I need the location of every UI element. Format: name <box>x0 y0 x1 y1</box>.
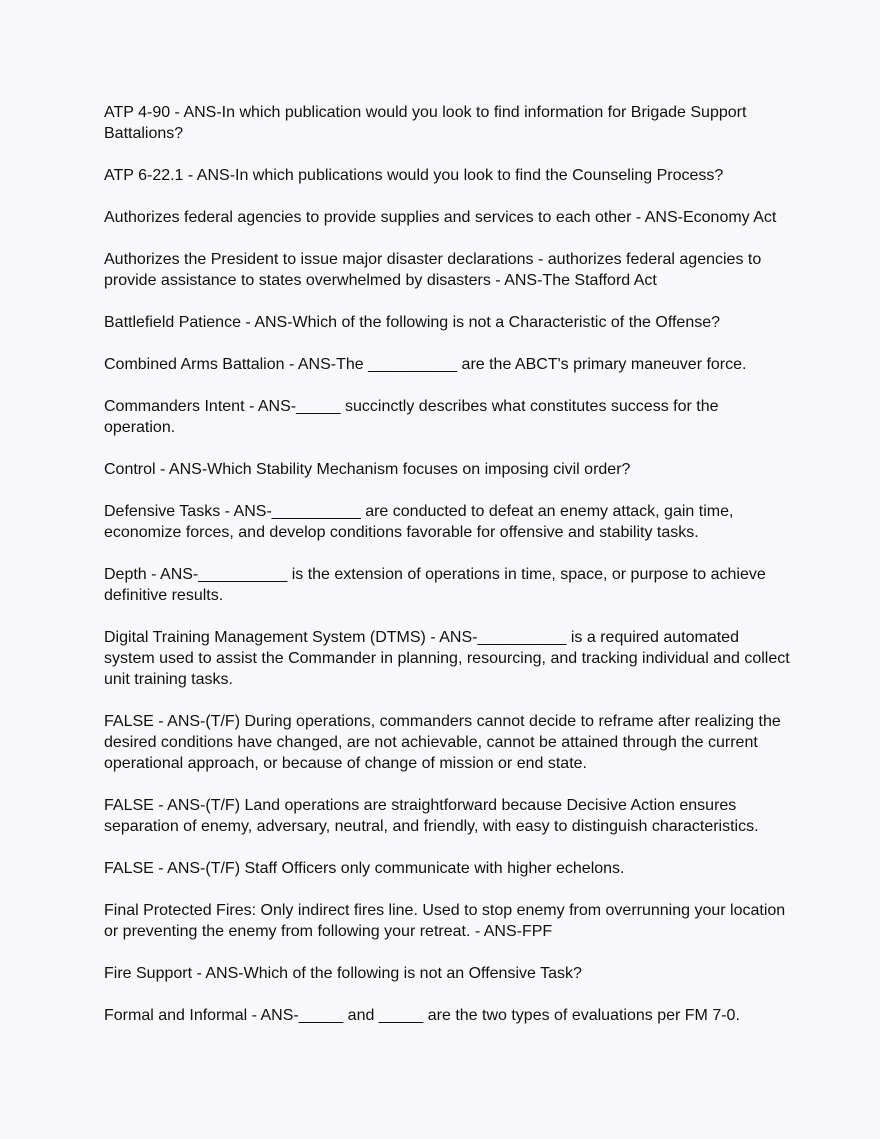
qa-entry: Authorizes the President to issue major disaster declarations - authorizes federal agencies to provide assistance to states overwhelmed by disasters - ANS-The Stafford Act <box>104 251 762 289</box>
qa-entry: Digital Training Management System (DTMS) - ANS-__________ is a required automated system used to assist the Commander in planning, resourcing, and tracking individual and collect unit training tasks. <box>104 629 790 688</box>
qa-entry: Formal and Informal - ANS-_____ and _____ are the two types of evaluations per FM 7-0. <box>104 1007 740 1024</box>
qa-entry: Control - ANS-Which Stability Mechanism focuses on imposing civil order? <box>104 461 631 478</box>
qa-entry: Authorizes federal agencies to provide supplies and services to each other - ANS-Economy Act <box>104 209 777 226</box>
qa-entry: Defensive Tasks - ANS-__________ are conducted to defeat an enemy attack, gain time, economize forces, and develop conditions favorable for offensive and stability tasks. <box>104 503 734 541</box>
qa-entry: FALSE - ANS-(T/F) During operations, commanders cannot decide to reframe after realizing the desired conditions have changed, are not achievable, cannot be attained through the current operational approach, or because of change of mission or end state. <box>104 713 781 772</box>
qa-entry: Battlefield Patience - ANS-Which of the following is not a Characteristic of the Offense? <box>104 314 721 331</box>
qa-entry: ATP 4-90 - ANS-In which publication would you look to find information for Brigade Support Battalions? <box>104 104 747 142</box>
qa-entry: Commanders Intent - ANS-_____ succinctly describes what constitutes success for the operation. <box>104 398 719 436</box>
qa-entry: Fire Support - ANS-Which of the following is not an Offensive Task? <box>104 965 582 982</box>
document-page <box>104 102 794 1047</box>
qa-entry: Combined Arms Battalion - ANS-The __________ are the ABCT's primary maneuver force. <box>104 356 747 373</box>
qa-entry: FALSE - ANS-(T/F) Land operations are straightforward because Decisive Action ensures separation of enemy, adversary, neutral, and friendly, with easy to distinguish characteristics. <box>104 797 759 835</box>
qa-entry: FALSE - ANS-(T/F) Staff Officers only communicate with higher echelons. <box>104 860 625 877</box>
qa-entry: Final Protected Fires: Only indirect fires line. Used to stop enemy from overrunning your location or preventing the enemy from following your retreat. - ANS-FPF <box>104 902 786 940</box>
qa-entry: ATP 6-22.1 - ANS-In which publications would you look to find the Counseling Process? <box>104 167 724 184</box>
qa-entry: Depth - ANS-__________ is the extension of operations in time, space, or purpose to achieve definitive results. <box>104 566 766 604</box>
